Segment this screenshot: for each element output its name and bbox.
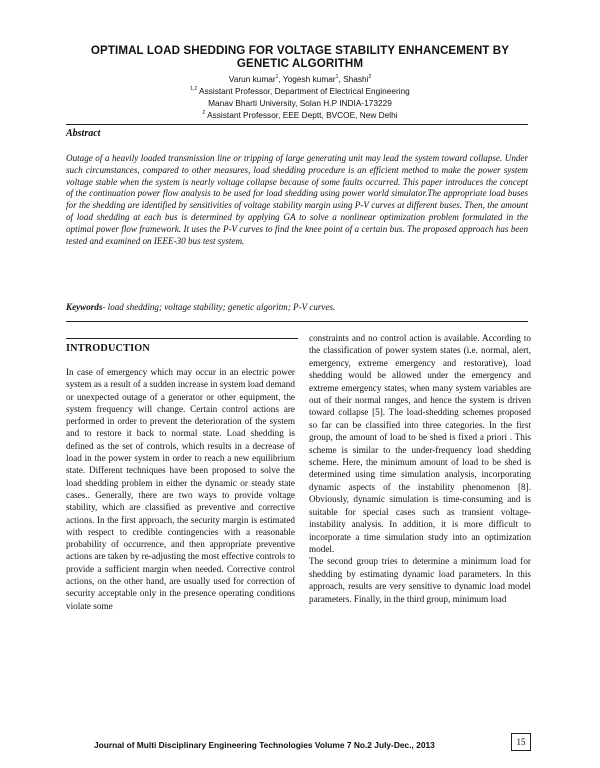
author-2: Yogesh kumar	[282, 74, 336, 84]
affiliation-2	[60, 109, 540, 121]
keywords-text: - load shedding; voltage stability; genetic algoritm; P-V curves.	[102, 302, 336, 312]
author-3: Shashi	[343, 74, 369, 84]
title-line-2: GENETIC ALGORITHM	[236, 57, 364, 70]
author-1-sup: 1	[275, 74, 279, 80]
title-line-1: OPTIMAL LOAD SHEDDING FOR VOLTAGE STABILITY ENHANCEMENT BY	[90, 44, 510, 57]
author-3-sup: 2	[368, 74, 372, 80]
left-column-text: In case of emergency which may occur in an electric power system as a result of a sudden increase in system load demand or unexpected outage of a generator or other equipment, the system frequency will change. Certain control actions are performed in order to prevent the deterioration of the system and to restore it back to normal state. Load shedding is defined as the set of controls, which results in a decrease of load in the power system in order to reach a new equilibrium state. Different techniques have been proposed to solve the load shedding problem in either the dynamic or steady state cases.. Generally, there are two ways to provide voltage stability, which are classified as preventive and corrective actions. In the first approach, the security margin is estimated with respect to credible contingencies with a reasonable probability of occurrence, and then appropriate preventive actions are taken by re-adjusting the most effective controls to provide a sufficient margin when needed. Corrective control actions, on the other hand, are usually used for correction of security acceptable only in the presence operating conditions violate some	[66, 367, 295, 611]
keywords-label: Keywords	[66, 302, 103, 312]
page-number: 15	[511, 733, 531, 751]
affiliation-1-line-1: Assistant Professor, Department of Electrical Engineering	[199, 86, 410, 96]
abstract-heading: Abstract	[66, 128, 101, 139]
abstract-bottom-rule	[66, 321, 528, 322]
affiliation-1-line-2: Manav Bharti University, Solan H.P INDIA-173229	[208, 98, 392, 108]
affiliation-1-sup: 1,2	[190, 86, 198, 92]
author-names: Varun kumar$^1$, Yogesh kumar$^1$, Shashi$^2$	[228, 74, 372, 84]
keywords-line	[66, 301, 528, 313]
paper-title	[60, 44, 540, 70]
author-2-sup: 1	[335, 74, 339, 80]
section-heading: INTRODUCTION	[66, 343, 150, 354]
journal-footer: Journal of Multi Disciplinary Engineering Technologies Volume 7 No.2 July-Dec., 2013	[94, 740, 435, 750]
author-1: Varun kumar	[228, 74, 276, 84]
abstract-top-rule	[66, 124, 528, 125]
affiliation-1	[60, 85, 540, 97]
abstract-text: Outage of a heavily loaded transmission line or tripping of large generating unit may lead the system toward collapse. Under such circumstances, compared to other measures, load shedding procedure is an efficient method to make the power system voltage stable when the system is nearly voltage collapse because of some faults occurred. This paper introduces the concept of the continuation power flow analysis to be used for load shedding using power world simulator.The appropriate load buses for the shedding are identified by sensitivities of voltage stability margin using P-V curves at different buses. Then, the amount of load shedding at each bus is determined by applying GA to solve a nonlinear optimization problem formulated in the optimal power flow framework. It uses the P-V curves to find the knee point of a certain bus. The proposed approach has been tested and examined on IEEE-30 bus test system.	[66, 153, 528, 246]
affiliation-2-line: Assistant Professor, EEE Deptt, BVCOE, New Delhi	[207, 110, 398, 120]
author-block	[60, 73, 540, 121]
right-column-text: constraints and no control action is available. According to the classification of power system states (i.e. normal, alert, emergency, extreme emergency and restorative), load shedding would be allowed under the emergency and extreme emergency states, when many system variables are out of their normal ranges, and hence the system is driven toward collapse [5]. The load-shedding schemes proposed so far can be classified into three categories. In the first group, the amount of load to be shed is fixed a priori . This scheme is similar to the under-frequency load shedding scheme. Here, the minimum amount of load to be shed is determined using time simulation analysis, incorporating dynamic aspects of the instability phenomenon [8]. Obviously, dynamic simulation is time-consuming and is suitable for special cases such as transient voltage-instability analysis. In addition, it is more difficult to incorporate a time simulation study into an optimization model.	[309, 333, 531, 554]
right-column-text-2: The second group tries to determine a minimum load for shedding by estimating dynamic load parameters. In this approach, results are very sensitive to dynamic load model parameters. Finally, in the third group, minimum load	[309, 556, 531, 604]
affiliation-2-sup: 2	[202, 110, 206, 116]
section-top-rule	[66, 338, 298, 339]
right-column	[309, 332, 531, 605]
